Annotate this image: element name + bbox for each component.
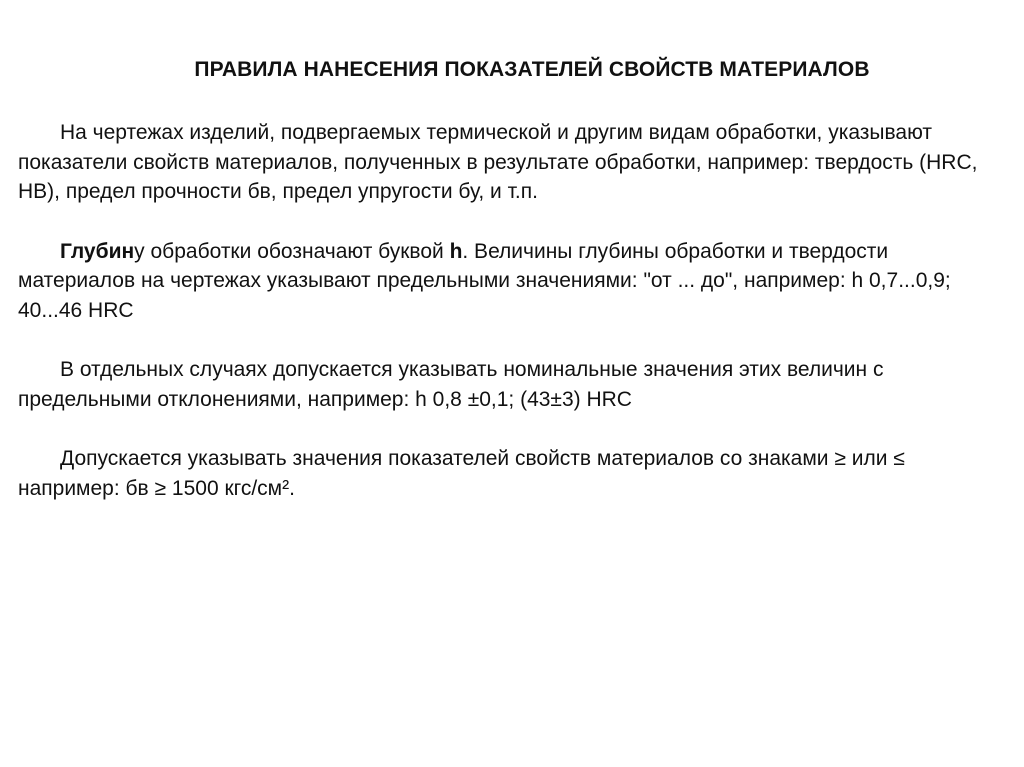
- paragraph-nominal-values: В отдельных случаях допускается указывать номинальные значения этих величин с предельными отклонениями, например: h 0,8 ±0,1; (43±3) HRC: [18, 358, 884, 411]
- paragraph-properties: На чертежах изделий, подвергаемых термической и другим видам обработки, указывают показатели свойств материалов, полученных в результате обработки, например: твердость (HRC, HB), предел прочности бв, предел упругости бу, и т.п.: [18, 121, 978, 203]
- depth-text-part2: . Величины глубины обработки и твердости материалов на чертежах указывают предельными значениями: "от ... до", например: h 0,7...0,9; 40...46 HRC: [18, 239, 951, 322]
- depth-text-part1: у обработки обозначают буквой: [134, 239, 450, 263]
- depth-term-bold: Глубин: [60, 239, 135, 263]
- document-body: [18, 118, 1006, 503]
- paragraph-depth: [18, 237, 1006, 326]
- depth-letter-bold: h: [449, 239, 463, 263]
- page-title: ПРАВИЛА НАНЕСЕНИЯ ПОКАЗАТЕЛЕЙ СВОЙСТВ МАТЕРИАЛОВ: [194, 58, 870, 81]
- paragraph-inequality-signs: Допускается указывать значения показателей свойств материалов со знаками ≥ или ≤ например: бв ≥ 1500 кгс/см².: [18, 447, 905, 500]
